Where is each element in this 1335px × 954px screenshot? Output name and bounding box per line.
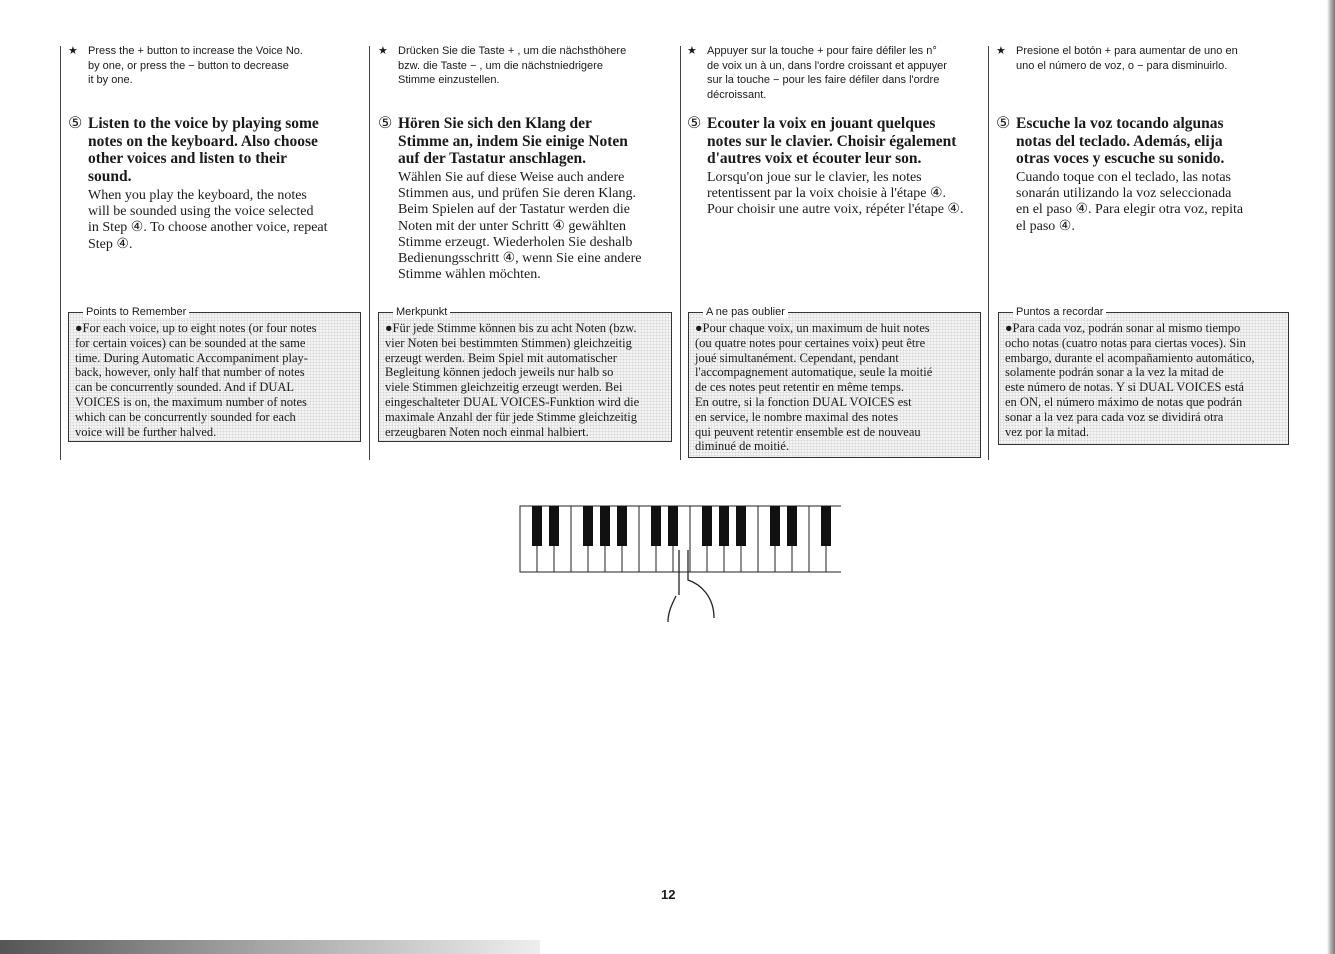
body-line: en el paso ④. Para elegir otra voz, repita	[1016, 202, 1244, 218]
note-line: décroissant.	[707, 88, 767, 101]
scan-edge	[1327, 0, 1335, 954]
step-line: Hören Sie sich den Klang der	[398, 115, 592, 132]
step-body	[398, 170, 641, 283]
box-line: ●Für jede Stimme können bis zu acht Noten (bzw.	[385, 321, 637, 335]
step-number: ⑤	[378, 115, 393, 132]
box-line: solamente podrán sonar a la vez la mitad de	[1005, 365, 1224, 380]
step-line: sound.	[88, 167, 132, 185]
step-body	[88, 188, 328, 253]
body-line: Beim Spielen auf der Tastatur werden die	[398, 202, 631, 218]
step-line: Listen to the voice by playing some	[88, 115, 319, 132]
box-line: ●For each voice, up to eight notes (or four notes	[75, 321, 317, 335]
note-line: Press the + button to increase the Voice No.	[88, 45, 303, 57]
black-key	[719, 506, 729, 546]
box-line: ocho notas (cuatro notas para ciertas voces). Sin	[1005, 335, 1246, 350]
box-line: vez por la mitad.	[1005, 424, 1089, 439]
keyboard-hand-illustration	[516, 500, 841, 625]
box-title: Merkpunkt	[393, 306, 450, 318]
note-line: Presione el botón + para aumentar de uno en	[1016, 45, 1238, 57]
box-line: which can be concurrently sounded for each	[75, 409, 296, 424]
black-key	[600, 506, 610, 546]
box-line: time. During Automatic Accompaniment play-	[75, 350, 308, 365]
box-line: voice will be further halved.	[75, 424, 217, 439]
body-line: Wählen Sie auf diese Weise auch andere	[398, 170, 625, 185]
note-line: by one, or press the − button to decrease	[88, 59, 289, 72]
box-line: erzeugt werden. Beim Spiel mit automatischer	[385, 350, 617, 365]
black-key	[617, 506, 627, 546]
box-line: Begleitung können jedoch jeweils nur halb so	[385, 365, 614, 380]
step-line: d'autres voix et écouter leur son.	[707, 150, 922, 167]
note-line: Drücken Sie die Taste + , um die nächsthöhere	[398, 45, 627, 57]
box-line: can be concurrently sounded. And if DUAL	[75, 380, 295, 395]
body-line: Step ④.	[88, 236, 133, 252]
star-icon: ★	[378, 45, 388, 57]
step-line: notes on the keyboard. Also choose	[88, 132, 318, 150]
black-key	[583, 506, 593, 546]
step-line: notas del teclado. Además, elija	[1016, 132, 1223, 150]
black-key	[770, 506, 780, 546]
note-line: Appuyer sur la touche + pour faire défiler les n°	[707, 45, 937, 57]
box-line: maximale Anzahl der für jede Stimme gleichzeitig	[385, 409, 637, 424]
box-title: A ne pas oublier	[703, 306, 788, 318]
star-icon: ★	[996, 45, 1006, 57]
box-line: eingeschalteter DUAL VOICES-Funktion wird die	[385, 394, 640, 409]
box-line: este número de notas. Y si DUAL VOICES está	[1005, 380, 1244, 395]
step-heading	[378, 115, 628, 168]
black-key	[668, 506, 678, 546]
body-line: Stimmen aus, und prüfen Sie deren Klang.	[398, 186, 636, 202]
black-key	[787, 506, 797, 546]
note-line: sur la touche − pour les faire défiler dans l'ordre	[707, 74, 940, 86]
box-line: vier Noten bei bestimmten Stimmen) gleichzeitig	[385, 335, 632, 350]
box-line: qui peuvent retentir ensemble est de nouveau	[695, 424, 921, 439]
step-line: auf der Tastatur anschlagen.	[398, 150, 587, 167]
box-line: en ON, el número máximo de notas que podrán	[1005, 394, 1243, 409]
body-line: will be sounded using the voice selected	[88, 204, 314, 220]
puntos-a-recordar-box	[998, 306, 1289, 445]
a-ne-pas-oublier-box	[688, 306, 981, 458]
step-number: ⑤	[687, 115, 702, 132]
box-line: viele Stimmen gleichzeitig erzeugt werden. Bei	[385, 380, 623, 395]
box-line: l'accompagnement automatique, seule la moitié	[695, 365, 933, 380]
box-line: for certain voices) can be sounded at the same	[75, 335, 306, 350]
step-line: Escuche la voz tocando algunas	[1016, 115, 1224, 132]
body-line: Cuando toque con el teclado, las notas	[1016, 170, 1231, 185]
step-line: notes sur le clavier. Choisir également	[707, 132, 957, 150]
note-line: Stimme einzustellen.	[398, 74, 500, 86]
star-icon: ★	[68, 45, 78, 57]
box-title: Points to Remember	[83, 306, 189, 318]
box-line: ●Pour chaque voix, un maximum de huit notes	[695, 321, 930, 335]
body-line: Noten mit der unter Schritt ④ gewählten	[398, 218, 626, 234]
points-to-remember-box	[68, 306, 361, 442]
note-line: de voix un à un, dans l'ordre croissant et appuyer	[707, 59, 947, 72]
step-line: otras voces y escuche su sonido.	[1016, 150, 1225, 167]
body-line: Stimme erzeugt. Wiederholen Sie deshalb	[398, 234, 633, 250]
step-line: Ecouter la voix en jouant quelques	[707, 115, 936, 132]
body-line: el paso ④.	[1016, 218, 1075, 234]
step-heading	[996, 115, 1225, 168]
black-key	[549, 506, 559, 546]
step-body	[707, 170, 963, 219]
box-line: erzeugbaren Noten noch einmal halbiert.	[385, 424, 589, 439]
black-key	[821, 506, 831, 546]
body-line: Bedienungsschritt ④, wenn Sie eine andere	[398, 251, 642, 267]
box-line: embargo, durante el acompañamiento automático,	[1005, 350, 1255, 365]
step-number: ⑤	[68, 115, 83, 132]
black-key	[702, 506, 712, 546]
body-line: retentissent par la voix choisie à l'étape ④.	[707, 186, 946, 202]
box-line: diminué de moitié.	[695, 439, 790, 454]
body-line: When you play the keyboard, the notes	[88, 188, 307, 203]
column-divider	[680, 46, 681, 460]
scan-edge	[0, 940, 540, 954]
box-title: Puntos a recordar	[1013, 306, 1106, 318]
body-line: Stimme wählen möchten.	[398, 267, 541, 283]
column-divider	[988, 46, 989, 460]
note	[68, 44, 303, 88]
black-key	[532, 506, 542, 546]
step-heading	[687, 115, 957, 168]
box-line: en service, le nombre maximal des notes	[695, 409, 899, 424]
note-line: bzw. die Taste − , um die nächstniedrigere	[398, 59, 603, 72]
body-line: Pour choisir une autre voix, répéter l'étape ④.	[707, 202, 964, 218]
note-line: uno el número de voz, o − para disminuirlo.	[1016, 59, 1228, 72]
star-icon: ★	[687, 45, 697, 57]
box-line: (ou quatre notes pour certaines voix) peut être	[695, 335, 926, 350]
box-line: En outre, si la fonction DUAL VOICES est	[695, 394, 912, 409]
column-divider	[369, 46, 370, 460]
box-line: joué simultanément. Cependant, pendant	[695, 350, 899, 365]
note	[996, 44, 1238, 73]
box-line: sonar a la vez para cada voz se dividirá otra	[1005, 409, 1224, 424]
column-divider	[60, 46, 61, 460]
black-key	[651, 506, 661, 546]
note-line: it by one.	[88, 74, 133, 86]
merkpunkt-box	[378, 306, 672, 442]
body-line: Lorsqu'on joue sur le clavier, les notes	[707, 170, 922, 185]
step-body	[1016, 170, 1243, 235]
note	[687, 44, 947, 102]
box-line: VOICES is on, the maximum number of notes	[75, 394, 307, 409]
step-line: other voices and listen to their	[88, 150, 288, 167]
step-heading	[68, 115, 319, 185]
body-line: sonarán utilizando la voz seleccionada	[1016, 186, 1232, 202]
step-number: ⑤	[996, 115, 1011, 132]
body-line: in Step ④. To choose another voice, repeat	[88, 220, 328, 236]
box-line: ●Para cada voz, podrán sonar al mismo tiempo	[1005, 321, 1241, 335]
step-line: Stimme an, indem Sie einige Noten	[398, 132, 628, 150]
box-line: back, however, only half that number of notes	[75, 365, 305, 380]
box-line: de ces notes peut retentir en même temps.	[695, 380, 904, 395]
black-key	[736, 506, 746, 546]
page-number: 12	[661, 887, 676, 902]
note	[378, 44, 627, 88]
